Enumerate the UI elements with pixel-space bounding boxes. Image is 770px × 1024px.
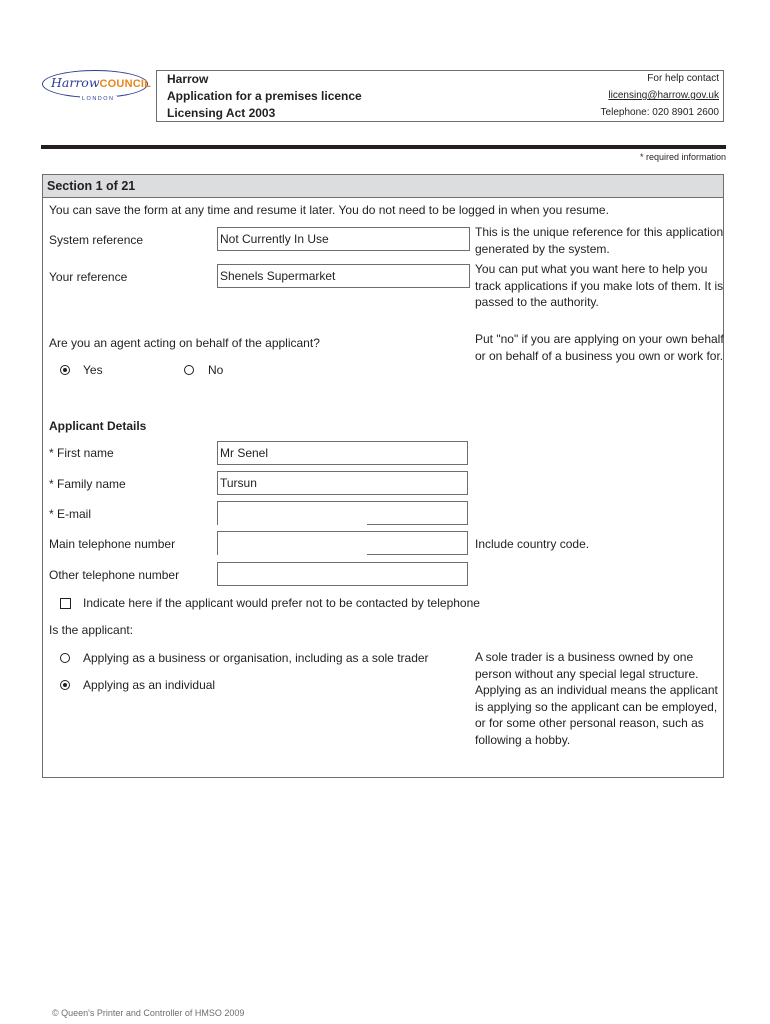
- your-reference-help: You can put what you want here to help you track applications if you make lots of them. It is passed to the authority.: [475, 262, 724, 309]
- help-telephone: Telephone: 020 8901 2600: [600, 107, 719, 118]
- no-telephone-checkbox[interactable]: [60, 598, 71, 609]
- email-field[interactable]: [217, 501, 468, 525]
- system-reference-help: This is the unique reference for this application generated by the system.: [475, 225, 724, 256]
- family-name-field[interactable]: Tursun: [217, 471, 468, 495]
- help-contact-label: For help contact: [647, 73, 719, 84]
- required-information-note: * required information: [639, 152, 726, 162]
- harrow-council-logo: [42, 70, 150, 104]
- logo-council-text: COUNCIL: [99, 78, 152, 90]
- individual-radio[interactable]: [60, 680, 70, 690]
- main-telephone-field[interactable]: [217, 531, 468, 555]
- agent-yes-radio[interactable]: [60, 365, 70, 375]
- agent-yes-label: Yes: [83, 363, 103, 377]
- applicant-details-heading: Applicant Details: [49, 419, 147, 433]
- applicant-type-help: A sole trader is a business owned by one person without any special legal structure. Applying as an individual means the applicant is applying so the applicant can be employed, or for some other personal reason, such as following a hobby.: [475, 650, 718, 747]
- other-telephone-label: Other telephone number: [49, 568, 180, 582]
- header-act: Licensing Act 2003: [167, 106, 276, 120]
- email-field-right-segment: [367, 501, 468, 525]
- email-field-left-segment: [217, 501, 367, 525]
- main-telephone-label: Main telephone number: [49, 537, 176, 551]
- email-label: * E-mail: [49, 507, 92, 521]
- main-telephone-help: Include country code.: [475, 537, 590, 551]
- form-header: [156, 70, 724, 122]
- system-reference-field[interactable]: Not Currently In Use: [217, 227, 470, 251]
- other-telephone-field[interactable]: [217, 562, 468, 586]
- header-rule: [41, 145, 726, 149]
- main-telephone-left-segment: [217, 531, 367, 555]
- agent-no-label: No: [208, 363, 224, 377]
- system-reference-label: System reference: [49, 233, 144, 247]
- section-intro: You can save the form at any time and resume it later. You do not need to be logged in when you resume.: [49, 203, 609, 217]
- logo-harrow-text: Harrow: [51, 75, 100, 90]
- logo-wordmark: [51, 76, 151, 91]
- main-telephone-right-segment: [367, 531, 468, 555]
- section-title: Section 1 of 21: [43, 175, 723, 198]
- agent-no-radio[interactable]: [184, 365, 194, 375]
- agent-question: Are you an agent acting on behalf of the applicant?: [49, 336, 320, 350]
- your-reference-field[interactable]: Shenels Supermarket: [217, 264, 470, 288]
- agent-help: Put "no" if you are applying on your own behalf or on behalf of a business you own or work for.: [475, 332, 724, 363]
- your-reference-label: Your reference: [49, 270, 128, 284]
- first-name-label: * First name: [49, 446, 114, 460]
- business-radio[interactable]: [60, 653, 70, 663]
- business-label: Applying as a business or organisation, including as a sole trader: [83, 651, 429, 665]
- applicant-type-question: Is the applicant:: [49, 623, 134, 637]
- no-telephone-label: Indicate here if the applicant would prefer not to be contacted by telephone: [83, 596, 480, 610]
- header-form-title: Application for a premises licence: [167, 89, 362, 103]
- first-name-field[interactable]: Mr Senel: [217, 441, 468, 465]
- header-authority: Harrow: [167, 72, 209, 86]
- individual-label: Applying as an individual: [83, 678, 216, 692]
- section-1: [42, 174, 724, 778]
- logo-london-text: LONDON: [82, 96, 115, 102]
- copyright-footer: © Queen's Printer and Controller of HMSO 2009: [52, 1008, 245, 1018]
- family-name-label: * Family name: [49, 477, 126, 491]
- help-email-link[interactable]: licensing@harrow.gov.uk: [608, 90, 719, 101]
